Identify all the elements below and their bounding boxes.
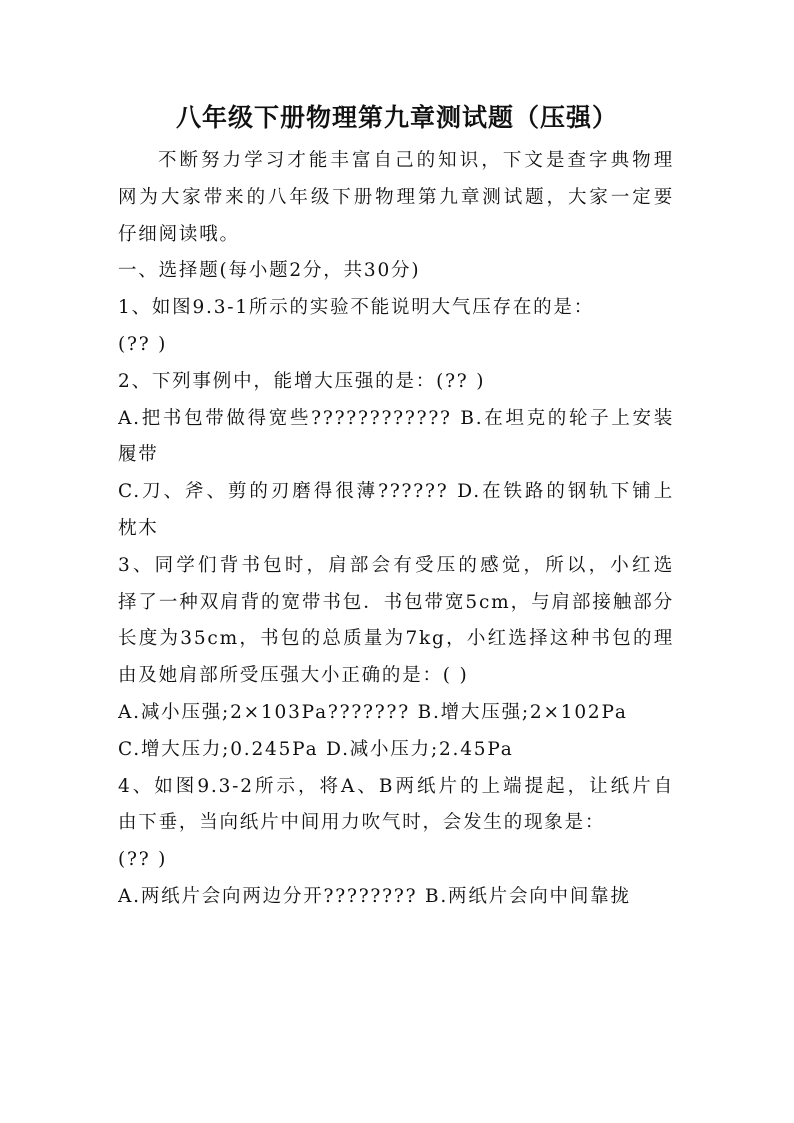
intro-line-3: 仔细阅读哦。 <box>118 223 240 245</box>
question-2-options-ab: A.把书包带做得宽些???????????? B.在坦克的轮子上安装 <box>118 407 674 429</box>
question-1: 1、如图9.3-1所示的实验不能说明大气压存在的是： <box>118 297 595 319</box>
intro-line-2: 网为大家带来的八年级下册物理第九章测试题，大家一定要 <box>118 186 674 208</box>
question-2-options-cd-cont: 枕木 <box>118 517 159 539</box>
intro-line-1: 不断努力学习才能丰富自己的知识，下文是查字典物理 <box>158 150 674 171</box>
question-3-line-4: 由及她肩部所受压强大小正确的是：( ) <box>118 665 469 687</box>
question-3-options-cd: C.增大压力;0.245Pa D.减小压力;2.45Pa <box>118 738 514 760</box>
question-4-line-1: 4、如图9.3-2所示，将A、B两纸片的上端提起，让纸片自 <box>118 775 674 797</box>
section-heading: 一、选择题(每小题2分，共30分) <box>118 260 421 282</box>
question-3-line-3: 长度为35cm，书包的总质量为7kg，小红选择这种书包的理 <box>118 628 674 650</box>
question-3-line-2: 择了一种双肩背的宽带书包．书包带宽5cm，与肩部接触部分 <box>118 591 674 613</box>
question-3-options-ab: A.减小压强;2×103Pa??????? B.增大压强;2×102Pa <box>118 701 628 723</box>
question-4-line-2: 由下垂，当向纸片中间用力吹气时，会发生的现象是： <box>118 812 606 834</box>
question-1-blank: (?? ) <box>118 333 168 355</box>
question-2-options-ab-cont: 履带 <box>118 444 159 466</box>
question-4-blank: (?? ) <box>118 849 168 871</box>
document-title: 八年级下册物理第九章测试题（压强） <box>175 103 618 132</box>
question-2-options-cd: C.刀、斧、剪的刃磨得很薄?????? D.在铁路的钢轨下铺上 <box>118 481 674 503</box>
question-2: 2、下列事例中，能增大压强的是：(?? ) <box>118 370 486 392</box>
document-body <box>118 143 674 916</box>
question-3-line-1: 3、同学们背书包时，肩部会有受压的感觉，所以，小红选 <box>118 554 674 576</box>
question-4-options-ab: A.两纸片会向两边分开???????? B.两纸片会向中间靠拢 <box>118 885 631 907</box>
